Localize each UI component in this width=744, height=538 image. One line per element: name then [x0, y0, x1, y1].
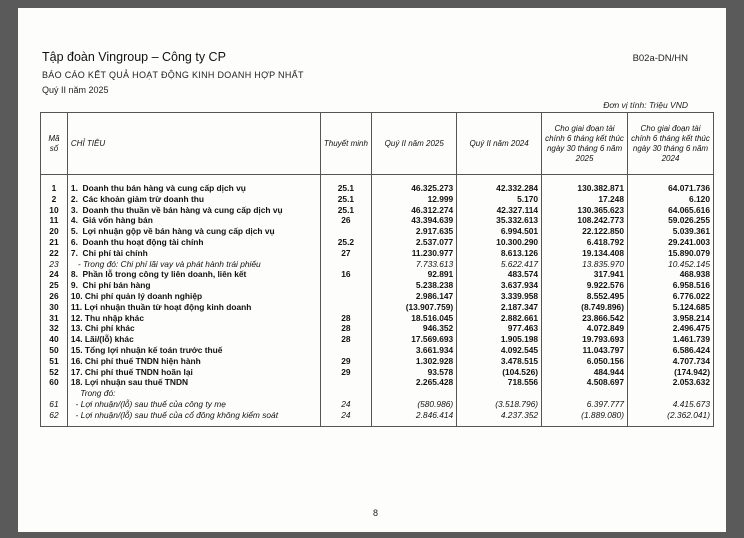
cell-item: 6. Doanh thu hoạt động tài chính [67, 237, 320, 248]
cell-item: 4. Giá vốn hàng bán [67, 215, 320, 226]
form-code: B02a-DN/HN [632, 53, 688, 64]
header-q2-2025: Quý II năm 2025 [372, 113, 457, 175]
cell-item: 18. Lợi nhuận sau thuế TNDN [67, 377, 320, 388]
cell-code: 40 [41, 334, 68, 345]
cell-q2-2024: (104.526) [457, 367, 542, 378]
cell-note: 29 [320, 367, 372, 378]
table-row [41, 388, 714, 399]
table-row [41, 205, 714, 216]
cell-q2-2025: 43.394.639 [372, 215, 457, 226]
table-row [41, 410, 714, 426]
cell-h1-2025: 108.242.773 [542, 215, 628, 226]
cell-code: 11 [41, 215, 68, 226]
cell-note: 24 [320, 410, 372, 426]
cell-h1-2024: 2.496.475 [628, 323, 714, 334]
cell-q2-2025: 2.537.077 [372, 237, 457, 248]
cell-h1-2024: 59.026.255 [628, 215, 714, 226]
cell-h1-2024: 10.452.145 [628, 259, 714, 270]
cell-q2-2025: 5.238.238 [372, 280, 457, 291]
table-row [41, 248, 714, 259]
cell-code: 22 [41, 248, 68, 259]
cell-note: 28 [320, 334, 372, 345]
cell-item: - Lợi nhuận/(lỗ) sau thuế của cổ đông không kiểm soát [67, 410, 320, 426]
cell-q2-2024: 4.092.545 [457, 345, 542, 356]
cell-code: 2 [41, 194, 68, 205]
cell-h1-2024: 4.707.734 [628, 356, 714, 367]
cell-h1-2025: 484.944 [542, 367, 628, 378]
cell-h1-2025: (1.889.080) [542, 410, 628, 426]
cell-item: 11. Lợi nhuận thuần từ hoạt động kinh doanh [67, 302, 320, 313]
page-number: 8 [373, 508, 379, 518]
cell-item: - Trong đó: Chi phí lãi vay và phát hành trái phiếu [67, 259, 320, 270]
header-note: Thuyết minh [320, 113, 372, 175]
cell-h1-2025: 13.835.970 [542, 259, 628, 270]
cell-code: 10 [41, 205, 68, 216]
cell-note: 29 [320, 356, 372, 367]
cell-code: 25 [41, 280, 68, 291]
cell-q2-2024: 8.613.126 [457, 248, 542, 259]
table-row [41, 215, 714, 226]
cell-q2-2024: 42.332.284 [457, 175, 542, 194]
cell-note [320, 302, 372, 313]
cell-note [320, 345, 372, 356]
table-row [41, 291, 714, 302]
cell-code: 20 [41, 226, 68, 237]
cell-note: 25.1 [320, 175, 372, 194]
cell-q2-2025: 2.986.147 [372, 291, 457, 302]
cell-h1-2024: 1.461.739 [628, 334, 714, 345]
cell-item: 17. Chi phí thuế TNDN hoãn lại [67, 367, 320, 378]
table-row [41, 313, 714, 324]
cell-h1-2025: 9.922.576 [542, 280, 628, 291]
cell-q2-2024: 5.170 [457, 194, 542, 205]
cell-q2-2024: 35.332.613 [457, 215, 542, 226]
cell-q2-2024: 3.637.934 [457, 280, 542, 291]
cell-h1-2025: (8.749.896) [542, 302, 628, 313]
cell-q2-2024: 5.622.417 [457, 259, 542, 270]
cell-q2-2025: 946.352 [372, 323, 457, 334]
table-row [41, 334, 714, 345]
table-row [41, 269, 714, 280]
cell-q2-2024: 977.463 [457, 323, 542, 334]
cell-note: 16 [320, 269, 372, 280]
cell-code: 32 [41, 323, 68, 334]
table-body [41, 175, 714, 427]
cell-h1-2025: 22.122.850 [542, 226, 628, 237]
cell-q2-2025: (13.907.759) [372, 302, 457, 313]
cell-q2-2025: 2.846.414 [372, 410, 457, 426]
table-row [41, 323, 714, 334]
document-page [18, 8, 726, 532]
cell-q2-2025: 12.999 [372, 194, 457, 205]
cell-q2-2025: 92.891 [372, 269, 457, 280]
cell-note: 26 [320, 215, 372, 226]
cell-item: 9. Chi phí bán hàng [67, 280, 320, 291]
header-h1-2025: Cho giai đoạn tài chính 6 tháng kết thúc ngày 30 tháng 6 năm 2025 [542, 113, 628, 175]
table-row [41, 356, 714, 367]
cell-q2-2025 [372, 388, 457, 399]
cell-h1-2024: 2.053.632 [628, 377, 714, 388]
cell-code: 24 [41, 269, 68, 280]
cell-item: 7. Chi phí tài chính [67, 248, 320, 259]
cell-q2-2025: 1.302.928 [372, 356, 457, 367]
cell-q2-2024: 42.327.114 [457, 205, 542, 216]
cell-note: 28 [320, 323, 372, 334]
cell-code: 23 [41, 259, 68, 270]
cell-q2-2025: 2.917.635 [372, 226, 457, 237]
cell-note: 27 [320, 248, 372, 259]
cell-code: 61 [41, 399, 68, 410]
cell-note: 28 [320, 313, 372, 324]
cell-h1-2024: 6.776.022 [628, 291, 714, 302]
cell-h1-2025: 4.508.697 [542, 377, 628, 388]
cell-h1-2024: 3.958.214 [628, 313, 714, 324]
cell-code: 51 [41, 356, 68, 367]
table-row [41, 399, 714, 410]
cell-q2-2024: 10.300.290 [457, 237, 542, 248]
cell-code: 1 [41, 175, 68, 194]
cell-code: 60 [41, 377, 68, 388]
cell-h1-2025: 130.382.871 [542, 175, 628, 194]
cell-q2-2024: 2.882.661 [457, 313, 542, 324]
header-item: CHỈ TIÊU [67, 113, 320, 175]
table-row [41, 175, 714, 194]
cell-q2-2025: 93.578 [372, 367, 457, 378]
cell-q2-2024: 6.994.501 [457, 226, 542, 237]
cell-item: 10. Chi phí quản lý doanh nghiệp [67, 291, 320, 302]
cell-h1-2024: 5.124.685 [628, 302, 714, 313]
cell-note: 25.1 [320, 205, 372, 216]
cell-h1-2024: 64.071.736 [628, 175, 714, 194]
cell-h1-2025: 11.043.797 [542, 345, 628, 356]
cell-code: 52 [41, 367, 68, 378]
cell-h1-2024: 468.938 [628, 269, 714, 280]
cell-item: 5. Lợi nhuận gộp về bán hàng và cung cấp dịch vụ [67, 226, 320, 237]
cell-h1-2024 [628, 388, 714, 399]
cell-q2-2024: 718.556 [457, 377, 542, 388]
cell-item: - Lợi nhuận/(lỗ) sau thuế của công ty mẹ [67, 399, 320, 410]
cell-q2-2025: 2.265.428 [372, 377, 457, 388]
cell-item: 1. Doanh thu bán hàng và cung cấp dịch vụ [67, 175, 320, 194]
table-row [41, 367, 714, 378]
cell-q2-2024: 4.237.352 [457, 410, 542, 426]
cell-q2-2024 [457, 388, 542, 399]
currency-unit: Đơn vị tính: Triệu VND [603, 100, 688, 110]
cell-h1-2025: 6.397.777 [542, 399, 628, 410]
cell-note: 24 [320, 399, 372, 410]
report-title: BÁO CÁO KẾT QUẢ HOẠT ĐỘNG KINH DOANH HỢP NHẤT [42, 70, 304, 80]
table-row [41, 237, 714, 248]
cell-q2-2025: 7.733.613 [372, 259, 457, 270]
cell-h1-2024: 4.415.673 [628, 399, 714, 410]
cell-item: Trong đó: [67, 388, 320, 399]
cell-code [41, 388, 68, 399]
cell-note [320, 259, 372, 270]
cell-h1-2024: 6.586.424 [628, 345, 714, 356]
cell-h1-2025: 17.248 [542, 194, 628, 205]
table-row [41, 280, 714, 291]
cell-item: 15. Tổng lợi nhuận kế toán trước thuế [67, 345, 320, 356]
cell-code: 31 [41, 313, 68, 324]
cell-q2-2025: (580.986) [372, 399, 457, 410]
cell-q2-2024: 3.339.958 [457, 291, 542, 302]
header-h1-2024: Cho giai đoạn tài chính 6 tháng kết thúc ngày 30 tháng 6 năm 2024 [628, 113, 714, 175]
cell-q2-2024: (3.518.796) [457, 399, 542, 410]
cell-q2-2024: 483.574 [457, 269, 542, 280]
cell-note [320, 280, 372, 291]
cell-code: 62 [41, 410, 68, 426]
cell-h1-2024: 64.065.616 [628, 205, 714, 216]
cell-note [320, 377, 372, 388]
table-row [41, 226, 714, 237]
cell-h1-2025: 6.050.156 [542, 356, 628, 367]
table-row [41, 377, 714, 388]
cell-item: 8. Phần lỗ trong công ty liên doanh, liên kết [67, 269, 320, 280]
company-name: Tập đoàn Vingroup – Công ty CP [42, 50, 226, 64]
income-statement-table [40, 112, 714, 427]
report-period: Quý II năm 2025 [42, 85, 109, 95]
cell-h1-2024: (174.942) [628, 367, 714, 378]
cell-item: 13. Chi phí khác [67, 323, 320, 334]
cell-h1-2025: 23.866.542 [542, 313, 628, 324]
cell-h1-2024: (2.362.041) [628, 410, 714, 426]
cell-code: 26 [41, 291, 68, 302]
cell-item: 14. Lãi/(lỗ) khác [67, 334, 320, 345]
cell-h1-2024: 15.890.079 [628, 248, 714, 259]
cell-q2-2024: 1.905.198 [457, 334, 542, 345]
cell-h1-2025: 4.072.849 [542, 323, 628, 334]
cell-note: 25.1 [320, 194, 372, 205]
cell-h1-2025: 6.418.792 [542, 237, 628, 248]
cell-q2-2025: 46.312.274 [372, 205, 457, 216]
cell-h1-2024: 6.958.516 [628, 280, 714, 291]
cell-h1-2025: 19.134.408 [542, 248, 628, 259]
cell-h1-2025: 130.365.623 [542, 205, 628, 216]
table-row [41, 302, 714, 313]
cell-q2-2025: 17.569.693 [372, 334, 457, 345]
cell-note [320, 226, 372, 237]
cell-h1-2024: 29.241.003 [628, 237, 714, 248]
cell-q2-2024: 2.187.347 [457, 302, 542, 313]
table-row [41, 259, 714, 270]
cell-item: 2. Các khoản giảm trừ doanh thu [67, 194, 320, 205]
cell-h1-2024: 5.039.361 [628, 226, 714, 237]
cell-code: 30 [41, 302, 68, 313]
header-code: Mã số [41, 113, 68, 175]
cell-q2-2025: 46.325.273 [372, 175, 457, 194]
header-q2-2024: Quý II năm 2024 [457, 113, 542, 175]
cell-item: 16. Chi phí thuế TNDN hiện hành [67, 356, 320, 367]
table-header-row [41, 113, 714, 175]
cell-h1-2024: 6.120 [628, 194, 714, 205]
table-row [41, 194, 714, 205]
cell-item: 3. Doanh thu thuần về bán hàng và cung cấp dịch vụ [67, 205, 320, 216]
cell-code: 21 [41, 237, 68, 248]
cell-note [320, 388, 372, 399]
cell-h1-2025 [542, 388, 628, 399]
table-row [41, 345, 714, 356]
cell-q2-2024: 3.478.515 [457, 356, 542, 367]
cell-h1-2025: 19.793.693 [542, 334, 628, 345]
cell-note [320, 291, 372, 302]
cell-q2-2025: 18.516.045 [372, 313, 457, 324]
cell-note: 25.2 [320, 237, 372, 248]
cell-code: 50 [41, 345, 68, 356]
cell-q2-2025: 11.230.977 [372, 248, 457, 259]
cell-h1-2025: 8.552.495 [542, 291, 628, 302]
cell-item: 12. Thu nhập khác [67, 313, 320, 324]
cell-h1-2025: 317.941 [542, 269, 628, 280]
cell-q2-2025: 3.661.934 [372, 345, 457, 356]
